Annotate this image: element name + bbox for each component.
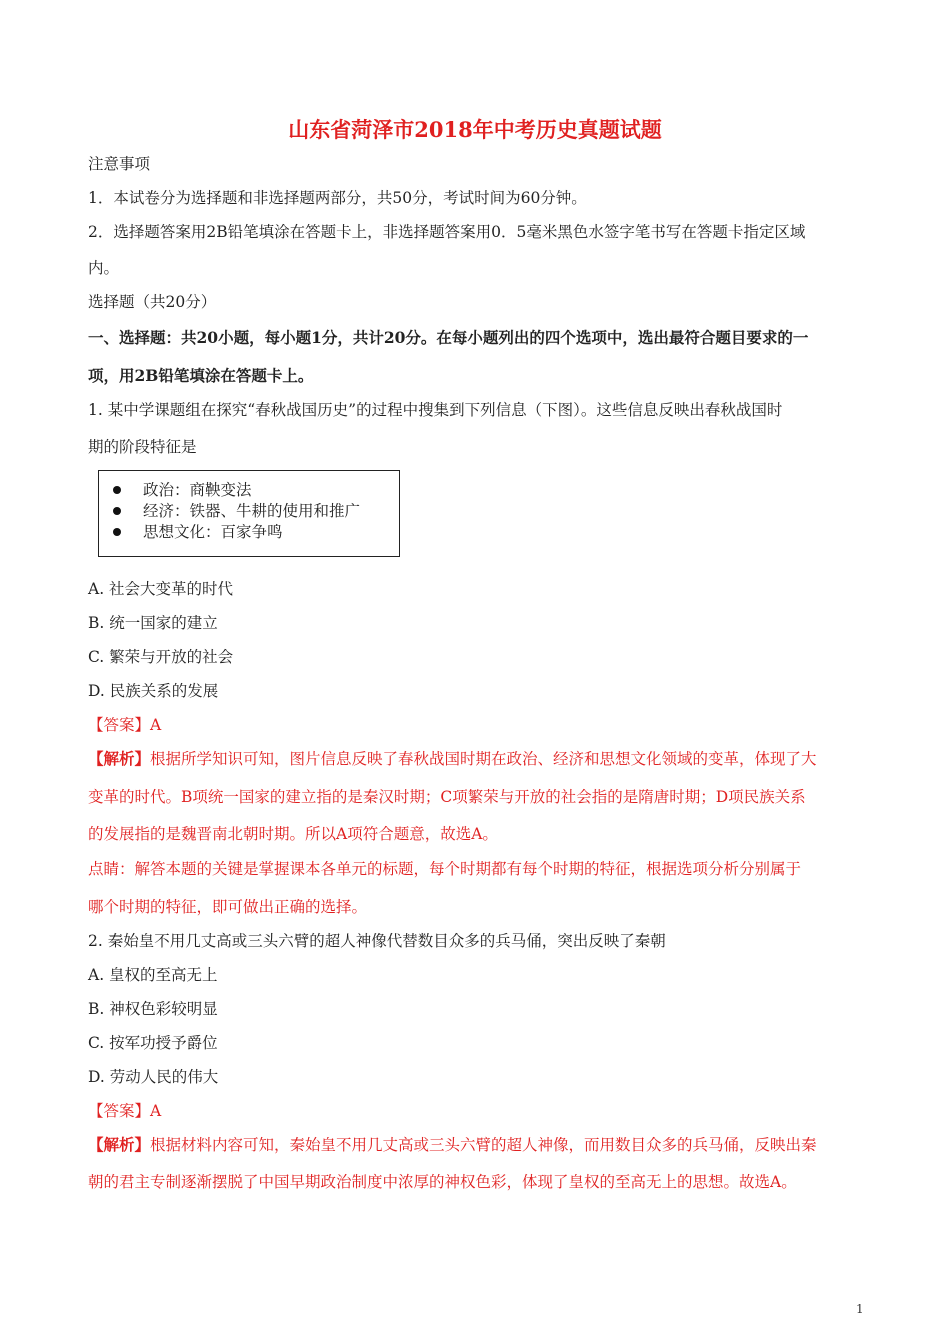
page-title: 山东省菏泽市2018年中考历史真题试题 [288,117,662,142]
notice-item-1: 1．本试卷分为选择题和非选择题两部分，共50分，考试时间为60分钟。 [88,189,587,207]
q1-tip-line-1: 点睛：解答本题的关键是掌握课本各单元的标题，每个时期都有每个时期的特征，根据选项分析分别属于 [88,860,802,878]
notice-item-2-line-2: 内。 [88,259,120,277]
q1-analysis-line-3: 的发展指的是魏晋南北朝时期。所以A项符合题意，故选A。 [88,825,498,843]
q2-option-d: D. 劳动人民的伟大 [88,1068,219,1086]
q1-option-c: C. 繁荣与开放的社会 [88,648,234,666]
q1-info-box [98,470,400,557]
q1-box-item: 经济：铁器、牛耕的使用和推广 [113,501,360,521]
q1-box-item: 思想文化：百家争鸣 [113,522,283,542]
q2-analysis-line-1: 【解析】根据材料内容可知，秦始皇不用几丈高或三头六臂的超人神像，而用数目众多的兵马俑，反映出秦 [88,1135,817,1154]
q1-box-item: 政治：商鞅变法 [113,480,252,500]
q1-analysis-line-1: 【解析】根据所学知识可知，图片信息反映了春秋战国时期在政治、经济和思想文化领域的变革，体现了大 [88,749,817,768]
section-label: 选择题（共20分） [88,293,217,311]
bullet-icon [113,528,121,536]
page-number: 1 [856,1302,864,1316]
analysis-tag: 【解析】 [88,1135,151,1154]
notice-item-2-line-1: 2．选择题答案用2B铅笔填涂在答题卡上，非选择题答案用0．5毫米黑色水签字笔书写在答题卡指定区域 [88,223,806,241]
bullet-icon [113,507,121,515]
q2-analysis-line-2: 朝的君主专制逐渐摆脱了中国早期政治制度中浓厚的神权色彩，体现了皇权的至高无上的思想。故选A。 [88,1173,797,1191]
q2-option-b: B. 神权色彩较明显 [88,1000,218,1018]
bullet-icon [113,486,121,494]
q1-stem-line-2: 期的阶段特征是 [88,438,197,456]
q2-option-a: A. 皇权的至高无上 [88,966,218,984]
section-instruction-line-2: 项，用2B铅笔填涂在答题卡上。 [88,366,314,385]
q1-stem-line-1: 1. 某中学课题组在探究“春秋战国历史”的过程中搜集到下列信息（下图）。这些信息反映出春秋战国时 [88,401,783,419]
q1-tip-line-2: 哪个时期的特征，即可做出正确的选择。 [88,898,368,916]
q1-option-a: A. 社会大变革的时代 [88,580,234,598]
q2-stem: 2. 秦始皇不用几丈高或三头六臂的超人神像代替数目众多的兵马俑，突出反映了秦朝 [88,932,666,950]
notice-heading: 注意事项 [88,155,151,173]
q1-option-d: D. 民族关系的发展 [88,682,219,700]
section-instruction-line-1: 一、选择题：共20小题，每小题1分，共计20分。在每小题列出的四个选项中，选出最符合题目要求的一 [88,328,809,347]
q1-option-b: B. 统一国家的建立 [88,614,218,632]
q2-option-c: C. 按军功授予爵位 [88,1034,218,1052]
q1-analysis-line-2: 变革的时代。B项统一国家的建立指的是秦汉时期；C项繁荣与开放的社会指的是隋唐时期；D项民族关系 [88,788,806,806]
q2-answer: 【答案】A [88,1102,162,1120]
q1-answer: 【答案】A [88,716,162,734]
analysis-tag: 【解析】 [88,749,151,768]
